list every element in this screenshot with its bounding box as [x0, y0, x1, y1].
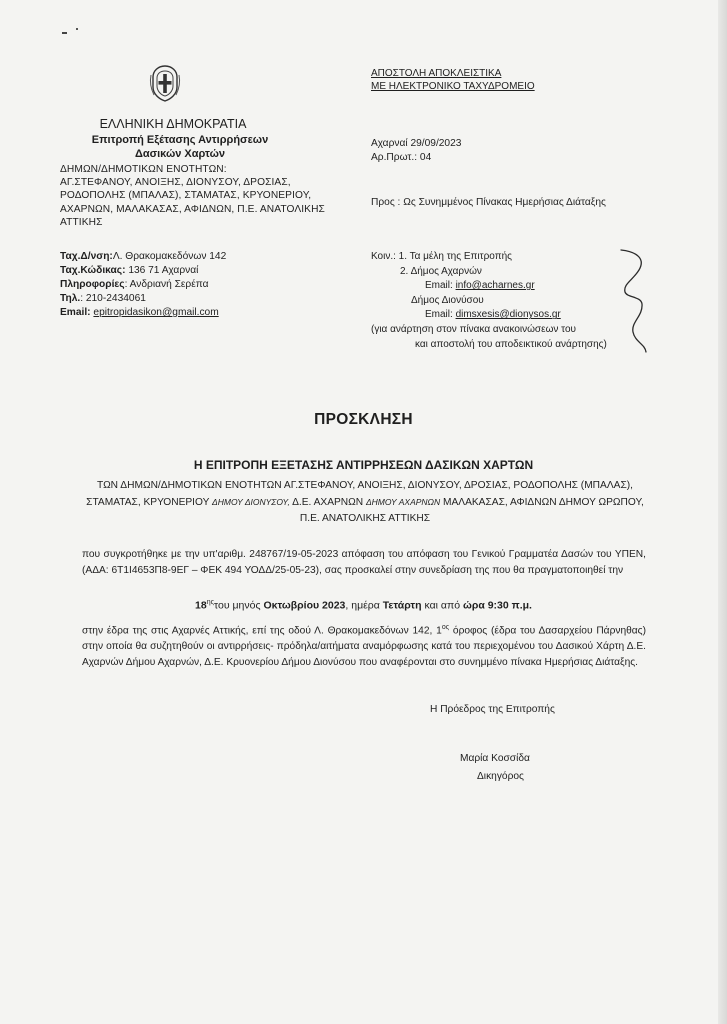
meeting-weekday-prefix: , ημέρα	[345, 599, 383, 612]
date-block	[371, 137, 461, 165]
recipient-line: Προς : Ως Συνημμένος Πίνακας Ημερήσιας Διάταξης	[371, 197, 606, 208]
header-units	[60, 163, 360, 229]
cc-note-1: (για ανάρτηση στον πίνακα ανακοινώσεων του	[371, 323, 576, 335]
send-only-line2: ΜΕ ΗΛΕΚΤΡΟΝΙΚΟ ΤΑΧΥΔΡΟΜΕΙΟ	[371, 81, 535, 92]
units-line: ΑΓ.ΣΤΕΦΑΝΟΥ, ΑΝΟΙΞΗΣ, ΔΙΟΝΥΣΟΥ, ΔΡΟΣΙΑΣ,	[60, 177, 291, 189]
email-link[interactable]: epitropidasikon@gmail.com	[93, 307, 219, 318]
phone-value: : 210-2434061	[80, 293, 146, 304]
floor-suffix: ος	[441, 624, 450, 631]
signature-role: Η Πρόεδρος της Επιτροπής	[430, 704, 555, 715]
cc-block	[371, 250, 607, 352]
signature-title: Δικηγόρος	[477, 771, 524, 782]
units-line: ΑΧΑΡΝΩΝ, ΜΑΛΑΚΑΣΑΣ, ΑΦΙΔΝΩΝ, Π.Ε. ΑΝΑΤΟΛΙΚΗΣ	[60, 203, 325, 215]
cc-line-1: Κοιν.: 1. Τα μέλη της Επιτροπής	[371, 251, 512, 262]
cc-line-3: Δήμος Διονύσου	[411, 294, 484, 306]
signature-name: Μαρία Κοσσίδα	[460, 753, 530, 764]
committee-units-full	[80, 478, 650, 527]
cc-email-acharnes[interactable]: info@acharnes.gr	[455, 280, 535, 292]
handwritten-dimos-acharnon: ΔΗΜΟΥ ΑΧΑΡΝΩΝ	[365, 497, 441, 507]
units-line: ΑΤΤΙΚΗΣ	[60, 216, 103, 228]
venue-text-b: όροφος (έδρα του Δασαρχείου Πάρνηθας) στην οποία θα συζητηθούν οι αντιρρήσεις- πρόδηλα/αιτήματα αναμόρφωσης κατά του περιεχομένου του Δασικού Χάρτη Δ.Ε. Αχαρνών Δήμου Αχαρνών, Δ.Ε. Κρυονερίου Δήμου Διονύσου που αναφέρονται στο συνημμένο πίνακα Ημερήσιας Διάταξης.	[82, 625, 646, 669]
cc-line-2: 2. Δήμος Αχαρνών	[400, 265, 482, 277]
address-label: Ταχ.Δ/νση:	[60, 251, 113, 262]
paragraph-convened: που συγκροτήθηκε με την υπ'αριθμ. 248767/19-05-2023 απόφαση του απόφαση του Γενικού Γραμματέα Δασών του ΥΠΕΝ, (ΑΔΑ: 6Τ1Ι4653Π8-9ΕΓ – ΦΕΚ 494 ΥΟΔΔ/25-05-23), σας προσκαλεί στην συνεδρίαση της που θα πραγματοποιηθεί την	[82, 549, 646, 576]
header-committee-line1: Επιτροπή Εξέτασης Αντιρρήσεων	[91, 134, 269, 146]
cc-email-label: Email:	[425, 280, 456, 292]
document-title: ΠΡΟΣΚΛΗΣΗ	[314, 411, 413, 428]
units-line: ΔΗΜΩΝ/ΔΗΜΟΤΙΚΩΝ ΕΝΟΤΗΤΩΝ:	[60, 164, 227, 175]
info-value: : Ανδριανή Σερέπα	[124, 279, 209, 290]
committee-full-name: Η ΕΠΙΤΡΟΠΗ ΕΞΕΤΑΣΗΣ ΑΝΤΙΡΡΗΣΕΩΝ ΔΑΣΙΚΩΝ ΧΑΡΤΩΝ	[193, 458, 534, 472]
handwritten-dimos-dionysou: ΔΗΜΟΥ ΔΙΟΝΥΣΟΥ,	[212, 497, 290, 507]
contact-block	[60, 250, 226, 320]
address-value: Λ. Θρακομακεδόνων 142	[112, 251, 227, 262]
postcode-value: 136 71 Αχαρναί	[128, 265, 199, 276]
protocol-number: Αρ.Πρωτ.: 04	[371, 152, 432, 163]
send-only-line1: ΑΠΟΣΤΟΛΗ ΑΠΟΚΛΕΙΣΤΙΚΑ	[371, 68, 502, 79]
header-republic: ΕΛΛΗΝΙΚΗ ΔΗΜΟΚΡΑΤΙΑ	[99, 117, 247, 131]
email-label: Email:	[60, 307, 91, 318]
meeting-date-line	[0, 596, 727, 613]
page-edge-shadow	[718, 0, 727, 1024]
meeting-time: ώρα 9:30 π.μ.	[462, 599, 532, 612]
units-text-b: Δ.Ε. ΑΧΑΡΝΩΝ	[289, 497, 366, 508]
cc-email-dionysos[interactable]: dimsxesis@dionysos.gr	[455, 309, 561, 321]
greek-emblem-icon	[148, 63, 182, 103]
cc-email-label: Email:	[425, 309, 456, 321]
document-date: Αχαρναί 29/09/2023	[371, 138, 462, 149]
postcode-label: Ταχ.Κώδικας:	[60, 265, 126, 276]
meeting-day: 18	[195, 599, 207, 612]
units-text-c: ΜΑΛΑΚΑΣΑΣ, ΑΦΙΔΝΩΝ ΔΗΜΟΥ ΩΡΩΠΟΥ, Π.Ε. ΑΝΑΤΟΛΙΚΗΣ ΑΤΤΙΚΗΣ	[299, 497, 644, 524]
meeting-weekday: Τετάρτη	[382, 599, 422, 612]
handwritten-brace-icon	[615, 246, 655, 356]
scan-artifact	[62, 32, 67, 34]
header-committee-line2: Δασικών Χαρτών	[134, 148, 226, 160]
info-label: Πληροφορίες	[60, 279, 125, 290]
units-text-a: ΤΩΝ ΔΗΜΩΝ/ΔΗΜΟΤΙΚΩΝ ΕΝΟΤΗΤΩΝ ΑΓ.ΣΤΕΦΑΝΟΥ, ΑΝΟΙΞΗΣ, ΔΙΟΝΥΣΟΥ, ΔΡΟΣΙΑΣ, ΡΟΔΟΠΟΛΗΣ (ΜΠΑΛΑΣ), ΣΤΑΜΑΤΑΣ, ΚΡΥΟΝΕΡΙΟΥ	[86, 480, 633, 508]
phone-label: Τηλ.	[60, 293, 81, 304]
meeting-day-suffix: ης	[206, 599, 214, 606]
meeting-time-prefix: και από	[421, 599, 463, 612]
venue-text-a: στην έδρα της στις Αχαρνές Αττικής, επί της οδού Λ. Θρακομακεδόνων 142, 1	[82, 625, 442, 637]
cc-note-2: και αποστολή του αποδεικτικού ανάρτησης)	[415, 338, 607, 350]
scan-artifact	[76, 28, 78, 30]
meeting-month-prefix: του μηνός	[214, 599, 264, 612]
units-line: ΡΟΔΟΠΟΛΗΣ (ΜΠΑΛΑΣ), ΣΤΑΜΑΤΑΣ, ΚΡΥΟΝΕΡΙΟΥ,	[60, 190, 312, 202]
send-only-notice	[371, 67, 535, 93]
meeting-month: Οκτωβρίου 2023	[263, 599, 346, 612]
paragraph-venue	[82, 620, 646, 671]
